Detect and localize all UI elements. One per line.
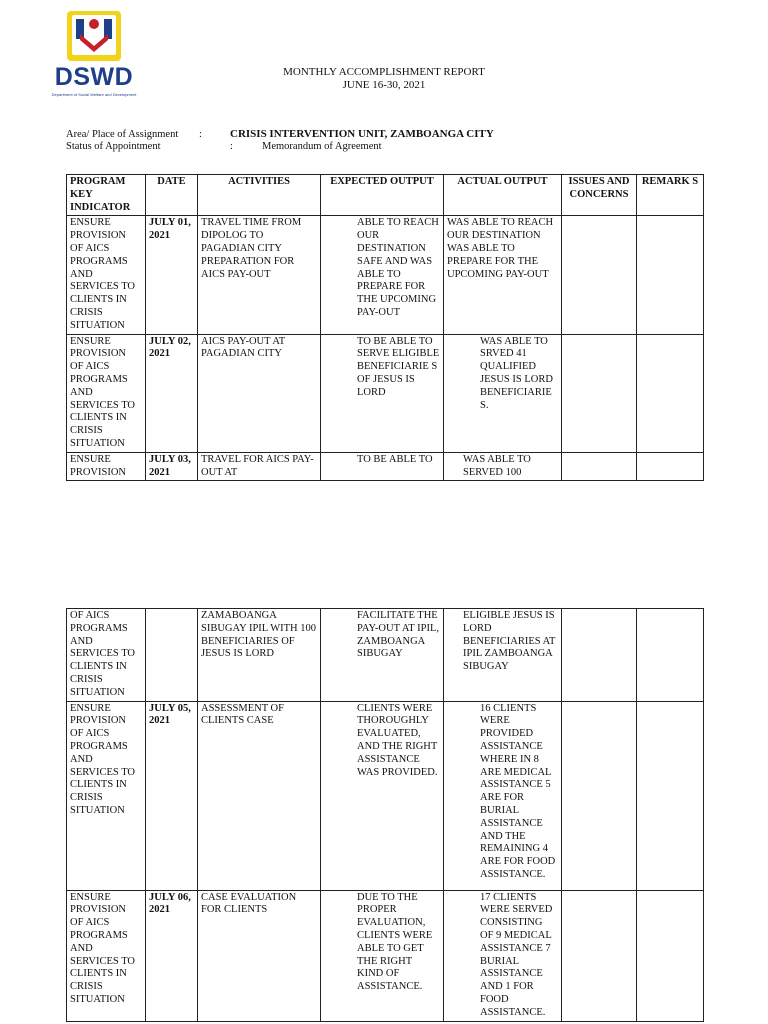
table-header-row [67,175,704,216]
report-title: MONTHLY ACCOMPLISHMENT REPORT [283,66,485,78]
status-label: Status of Appointment [66,141,161,152]
cell-actual: WAS ABLE TO SERVED 100 [444,452,562,481]
area-separator: : [199,129,202,140]
cell-activities: TRAVEL FOR AICS PAY-OUT AT [198,452,321,481]
cell-actual: ELIGIBLE JESUS IS LORD BENEFICIARIES AT IPIL ZAMBOANGA SIBUGAY [444,609,562,702]
cell-date: JULY 06, 2021 [146,890,198,1021]
cell-remarks [637,890,704,1021]
cell-actual: 17 CLIENTS WERE SERVED CONSISTING OF 9 MEDICAL ASSISTANCE 7 BURIAL ASSISTANCE AND 1 FOR FOOD ASSISTANCE. [444,890,562,1021]
table-row [67,452,704,481]
cell-indicator: OF AICS PROGRAMS AND SERVICES TO CLIENTS IN CRISIS SITUATION [67,609,146,702]
cell-date: JULY 03, 2021 [146,452,198,481]
accomplishment-table-page-2 [66,608,704,1022]
cell-activities: ASSESSMENT OF CLIENTS CASE [198,701,321,890]
header-actual-output: ACTUAL OUTPUT [444,175,562,216]
cell-issues [562,334,637,452]
table-row [67,890,704,1021]
cell-issues [562,701,637,890]
cell-indicator: ENSURE PROVISION [67,452,146,481]
header-expected-output: EXPECTED OUTPUT [321,175,444,216]
agency-full-name: Department of Social Welfare and Development [51,92,137,97]
cell-remarks [637,334,704,452]
status-value: Memorandum of Agreement [262,141,382,152]
cell-expected: FACILITATE THE PAY-OUT AT IPIL, ZAMBOANGA SIBUGAY [321,609,444,702]
area-value: CRISIS INTERVENTION UNIT, ZAMBOANGA CITY [230,128,494,140]
cell-expected: CLIENTS WERE THOROUGHLY EVALUATED, AND THE RIGHT ASSISTANCE WAS PROVIDED. [321,701,444,890]
cell-date: JULY 02, 2021 [146,334,198,452]
cell-actual: WAS ABLE TO REACH OUR DESTINATION WAS ABLE TO PREPARE FOR THE UPCOMING PAY-OUT [444,216,562,334]
header-remarks: REMARK S [637,175,704,216]
area-label: Area/ Place of Assignment [66,129,179,140]
cell-date [146,609,198,702]
cell-activities: ZAMABOANGA SIBUGAY IPIL WITH 100 BENEFICIARIES OF JESUS IS LORD [198,609,321,702]
cell-expected: TO BE ABLE TO SERVE ELIGIBLE BENEFICIARIE S OF JESUS IS LORD [321,334,444,452]
cell-expected: TO BE ABLE TO [321,452,444,481]
cell-actual: WAS ABLE TO SRVED 41 QUALIFIED JESUS IS LORD BENEFICIARIE S. [444,334,562,452]
table-row [67,216,704,334]
cell-activities: CASE EVALUATION FOR CLIENTS [198,890,321,1021]
status-separator: : [230,141,233,152]
cell-activities: TRAVEL TIME FROM DIPOLOG TO PAGADIAN CITY PREPARATION FOR AICS PAY-OUT [198,216,321,334]
agency-acronym: DSWD [54,63,134,91]
table-row [67,701,704,890]
cell-indicator: ENSURE PROVISION OF AICS PROGRAMS AND SERVICES TO CLIENTS IN CRISIS SITUATION [67,890,146,1021]
dswd-emblem-icon [66,10,122,62]
cell-issues [562,452,637,481]
cell-issues [562,609,637,702]
cell-issues [562,890,637,1021]
cell-indicator: ENSURE PROVISION OF AICS PROGRAMS AND SERVICES TO CLIENTS IN CRISIS SITUATION [67,701,146,890]
cell-remarks [637,609,704,702]
header-program-key-indicator: PROGRAM KEY INDICATOR [67,175,146,216]
table-row [67,334,704,452]
cell-activities: AICS PAY-OUT AT PAGADIAN CITY [198,334,321,452]
cell-date: JULY 05, 2021 [146,701,198,890]
cell-remarks [637,216,704,334]
cell-indicator: ENSURE PROVISION OF AICS PROGRAMS AND SERVICES TO CLIENTS IN CRISIS SITUATION [67,334,146,452]
table-row [67,609,704,702]
cell-expected: DUE TO THE PROPER EVALUATION, CLIENTS WERE ABLE TO GET THE RIGHT KIND OF ASSISTANCE. [321,890,444,1021]
report-period: JUNE 16-30, 2021 [342,79,426,91]
cell-expected: ABLE TO REACH OUR DESTINATION SAFE AND WAS ABLE TO PREPARE FOR THE UPCOMING PAY-OUT [321,216,444,334]
cell-actual: 16 CLIENTS WERE PROVIDED ASSISTANCE WHERE IN 8 ARE MEDICAL ASSISTANCE 5 ARE FOR BURIAL ASSISTANCE AND THE REMAINING 4 ARE FOR FOOD ASSISTANCE. [444,701,562,890]
cell-issues [562,216,637,334]
accomplishment-table-page-1 [66,174,704,481]
cell-remarks [637,452,704,481]
cell-indicator: ENSURE PROVISION OF AICS PROGRAMS AND SERVICES TO CLIENTS IN CRISIS SITUATION [67,216,146,334]
header-issues-and-concerns: ISSUES AND CONCERNS [562,175,637,216]
cell-date: JULY 01, 2021 [146,216,198,334]
header-date: DATE [146,175,198,216]
header-activities: ACTIVITIES [198,175,321,216]
cell-remarks [637,701,704,890]
